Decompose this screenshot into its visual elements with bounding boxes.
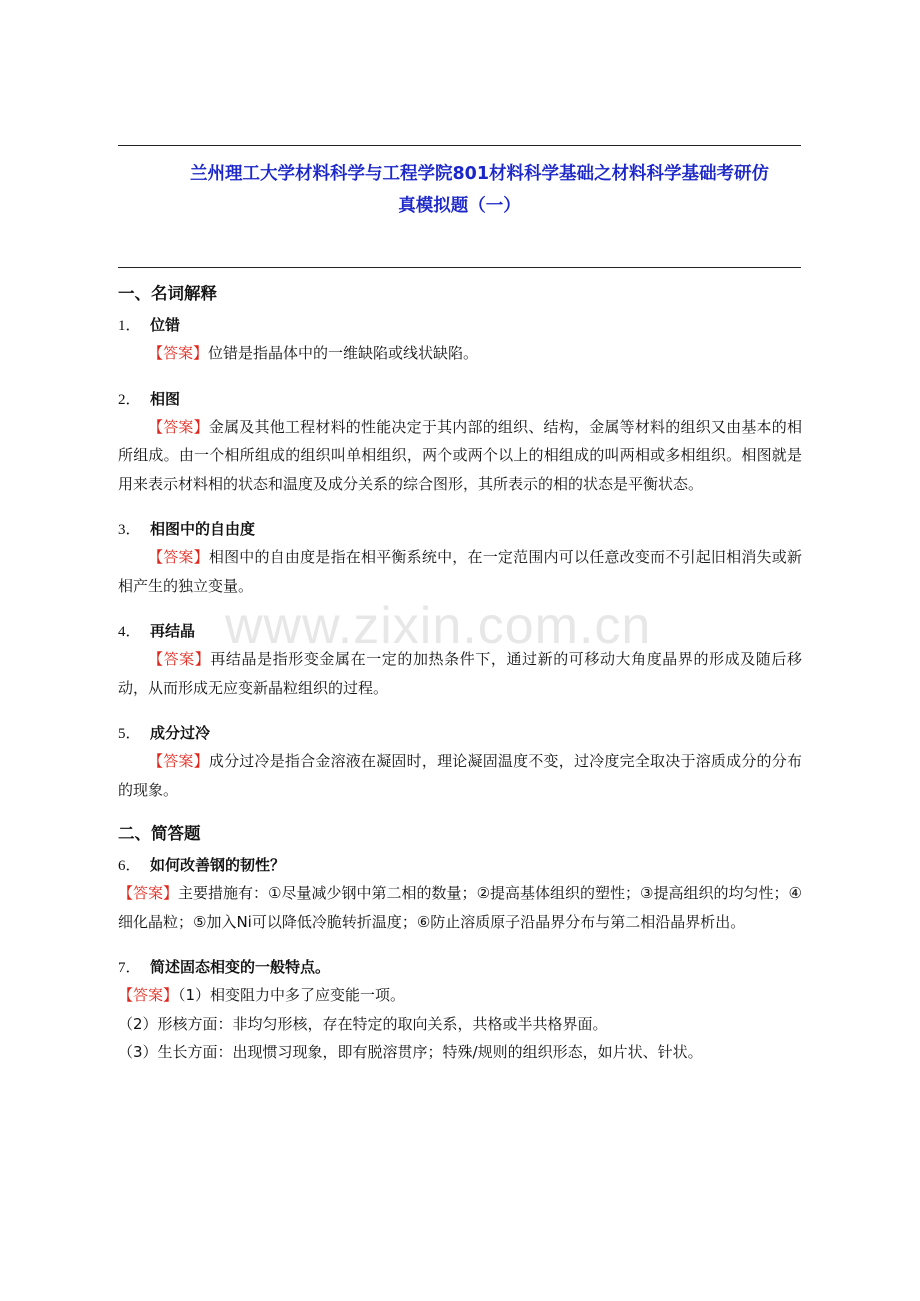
question-number: 1． — [118, 318, 141, 334]
question-text: 如何改善钢的韧性？ — [150, 856, 286, 874]
answer-text: 相图中的自由度是指在相平衡系统中，在一定范围内可以任意改变而不引起旧相消失或新相产生的独立变量。 — [118, 548, 802, 595]
title-line-2: 真模拟题（一） — [398, 196, 521, 216]
answer-text: 位错是指晶体中的一维缺陷或线状缺陷。 — [208, 344, 479, 362]
answer-text: （1）相变阻力中多了应变能一项。 — [178, 986, 406, 1004]
document-title — [118, 158, 801, 222]
answer-paragraph — [118, 747, 802, 804]
answer-paragraph — [118, 645, 802, 702]
question-number: 2． — [118, 391, 141, 408]
question-text: 相图 — [150, 389, 181, 408]
answer-line: （2）形核方面：非均匀形核，存在特定的取向关系，共格或半共格界面。 — [118, 1014, 608, 1033]
answer-tag: 【答案】 — [148, 344, 209, 362]
answer-line: （3）生长方面：出现惯习现象，即有脱溶贯序；特殊/规则的组织形态，如片状、针状。 — [118, 1043, 703, 1061]
title-line-1: 兰州理工大学材料科学与工程学院801材料科学基础之材料科学基础考研仿 — [189, 164, 770, 184]
section-heading-terms: 一、名词解释 — [118, 284, 217, 303]
top-rule — [118, 145, 801, 146]
answer-tag: 【答案】 — [118, 986, 179, 1004]
question-item — [118, 618, 802, 702]
bottom-rule — [118, 267, 801, 268]
question-title — [118, 954, 802, 981]
answer-tag: 【答案】 — [118, 884, 179, 902]
question-item — [118, 516, 802, 600]
answer-tag: 【答案】 — [148, 752, 209, 770]
answer-paragraph — [118, 981, 802, 1010]
answer-text: 金属及其他工程材料的性能决定于其内部的组织、结构，金属等材料的组织又由基本的相所组成。由一个相所组成的组织叫单相组织，两个或两个以上的相组成的叫两相或多相组织。相图就是用来表示材料相的状态和温度及成分关系的综合图形，其所表示的相的状态是平衡状态。 — [118, 417, 802, 493]
question-text: 成分过冷 — [150, 724, 211, 742]
document-body — [118, 282, 802, 1085]
question-item — [118, 954, 802, 1067]
question-title — [118, 720, 802, 747]
question-title — [118, 386, 802, 413]
answer-tag: 【答案】 — [148, 548, 209, 566]
answer-text: 成分过冷是指合金溶液在凝固时，理论凝固温度不变，过冷度完全取决于溶质成分的分布的现象。 — [118, 752, 802, 799]
watermark: www.zixin.com.cn — [225, 597, 652, 655]
answer-paragraph — [118, 879, 802, 936]
question-item — [118, 720, 802, 804]
question-text: 位错 — [150, 316, 181, 334]
question-item — [118, 312, 802, 368]
question-number: 6． — [118, 858, 141, 874]
question-item — [118, 852, 802, 936]
question-text: 相图中的自由度 — [150, 520, 256, 538]
answer-tag: 【答案】 — [148, 417, 209, 436]
question-item — [118, 386, 802, 499]
question-number: 5． — [118, 726, 141, 742]
answer-tag: 【答案】 — [148, 650, 211, 668]
answer-paragraph — [118, 543, 802, 600]
question-text: 简述固态相变的一般特点。 — [150, 958, 331, 976]
question-number: 3． — [118, 522, 141, 538]
question-number: 7． — [118, 960, 141, 976]
answer-text: 主要措施有：①尽量减少钢中第二相的数量；②提高基体组织的塑性；③提高组织的均匀性；④细化晶粒；⑤加入Ni可以降低冷脆转折温度；⑥防止溶质原子沿晶界分布与第二相沿晶界析出。 — [118, 884, 802, 931]
question-number: 4． — [118, 624, 141, 640]
answer-text: 再结晶是指形变金属在一定的加热条件下，通过新的可移动大角度晶界的形成及随后移动，从而形成无应变新晶粒组织的过程。 — [118, 650, 802, 697]
question-title — [118, 516, 802, 543]
section-heading-short-answer: 二、简答题 — [118, 824, 201, 843]
question-title — [118, 852, 802, 879]
answer-paragraph — [118, 413, 802, 499]
question-title — [118, 618, 802, 645]
question-text: 再结晶 — [150, 622, 196, 640]
answer-paragraph — [118, 339, 802, 368]
question-title — [118, 312, 802, 339]
